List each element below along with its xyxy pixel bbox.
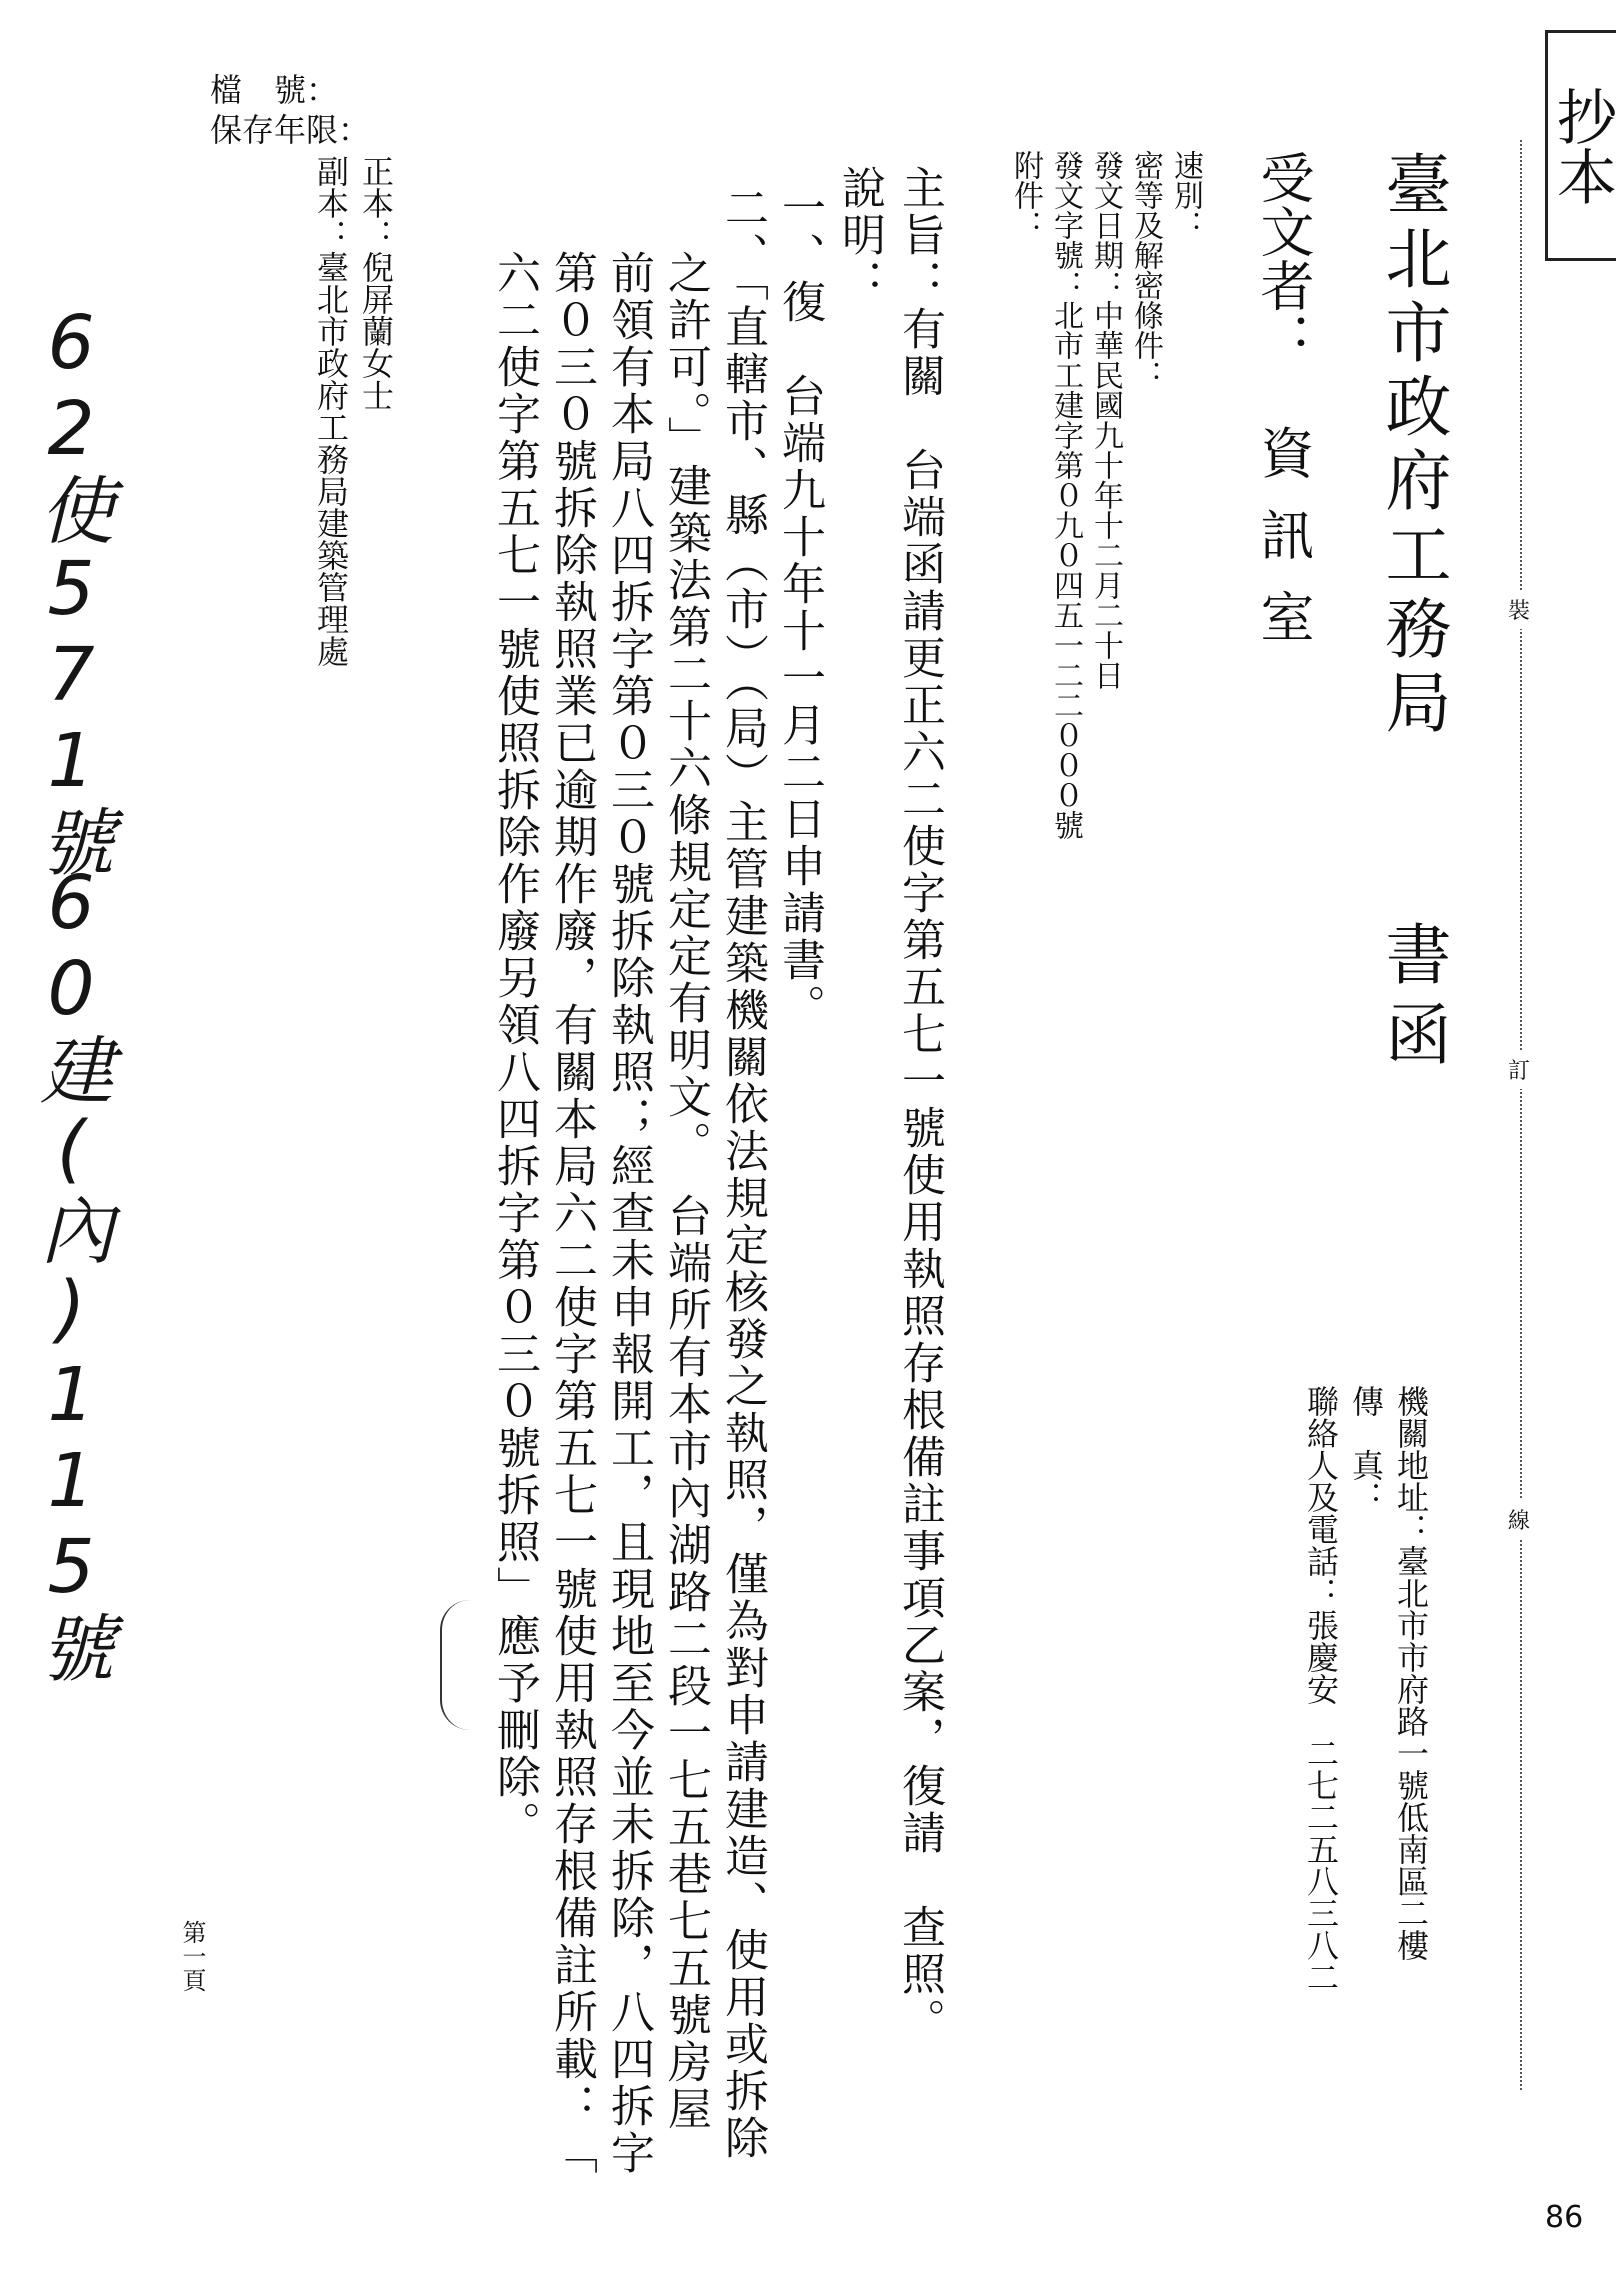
document-number: 發文字號：北市工建字第０九０四五一二二０００號 (1048, 150, 1083, 840)
binding-line (1520, 140, 1522, 2090)
explanation-item-2-line: 前領有本局八四拆字第０三０號拆除執照；經查未申報開工，且現地至今並未拆除，八四拆字 (603, 250, 654, 2177)
handwritten-note-2: 60建(內)115號 (28, 860, 114, 1684)
urgency-field: 速別： (1168, 150, 1203, 240)
binding-mark-top: 裝 (1508, 590, 1530, 629)
original-recipient: 正本：倪屏蘭女士 (357, 155, 395, 411)
explanation-item-2-line: 第０三０號拆除執照業已逾期作廢，有關本局六二使字第五七一號使用執照存根備註所載：「 (546, 250, 597, 2177)
copy-recipient: 副本：臺北市政府工務局建築管理處 (312, 155, 350, 667)
recipient-label: 受文者： (1252, 150, 1315, 366)
document-type: 書函 (1374, 920, 1451, 1080)
handwritten-note-1: 62使571號 (28, 300, 114, 878)
explanation-label: 說明： (834, 165, 885, 306)
explanation-item-1: 一、復 台端九十年十一月二日申請書。 (774, 185, 825, 1031)
explanation-item-2-line: 之許可。」建築法第二十六條規定定有明文。 台端所有本市內湖路二段一七五巷七五號房屋 (660, 250, 711, 2133)
contact-person: 聯絡人及電話：張慶安 二七二五八三八二 (1302, 1385, 1340, 1993)
secrecy-field: 密等及解密條件： (1128, 150, 1163, 390)
issue-date: 發文日期：中華民國九十年十二月二十日 (1088, 150, 1123, 690)
explanation-item-2-line: 六二使字第五七一號使照拆除作廢另領八四拆字第０三０號拆照」應予刪除。 (489, 250, 540, 1848)
copy-stamp: 抄本 (1545, 30, 1616, 261)
file-number-label: 檔 號： (210, 71, 339, 109)
agency-address: 機關地址：臺北市市府路一號低南區二樓 (1392, 1385, 1430, 1961)
issuing-organization: 臺北市政府工務局 (1374, 150, 1451, 742)
subject-text: 主旨：有關 台端函請更正六二使字第五七一號使用執照存根備註事項乙案，復請 查照。 (894, 165, 945, 2045)
retention-label: 保存年限： (210, 111, 371, 149)
explanation-item-2-line: 二、「直轄市、縣（市）（局）主管建築機關依法規定核發之執照，僅為對申請建造、使用或拆除 (717, 185, 768, 2162)
corner-number: 86 (1545, 2200, 1584, 2235)
binding-mark-bottom: 線 (1508, 1500, 1530, 1539)
page-number: 第一頁 (178, 1920, 206, 1992)
recipient-name: 資訊室 (1252, 425, 1315, 671)
handwritten-bracket (440, 1600, 480, 1730)
attachment-field: 附件： (1008, 150, 1043, 240)
binding-mark-mid: 訂 (1508, 1050, 1530, 1089)
fax-field: 傳 真： (1347, 1385, 1385, 1513)
